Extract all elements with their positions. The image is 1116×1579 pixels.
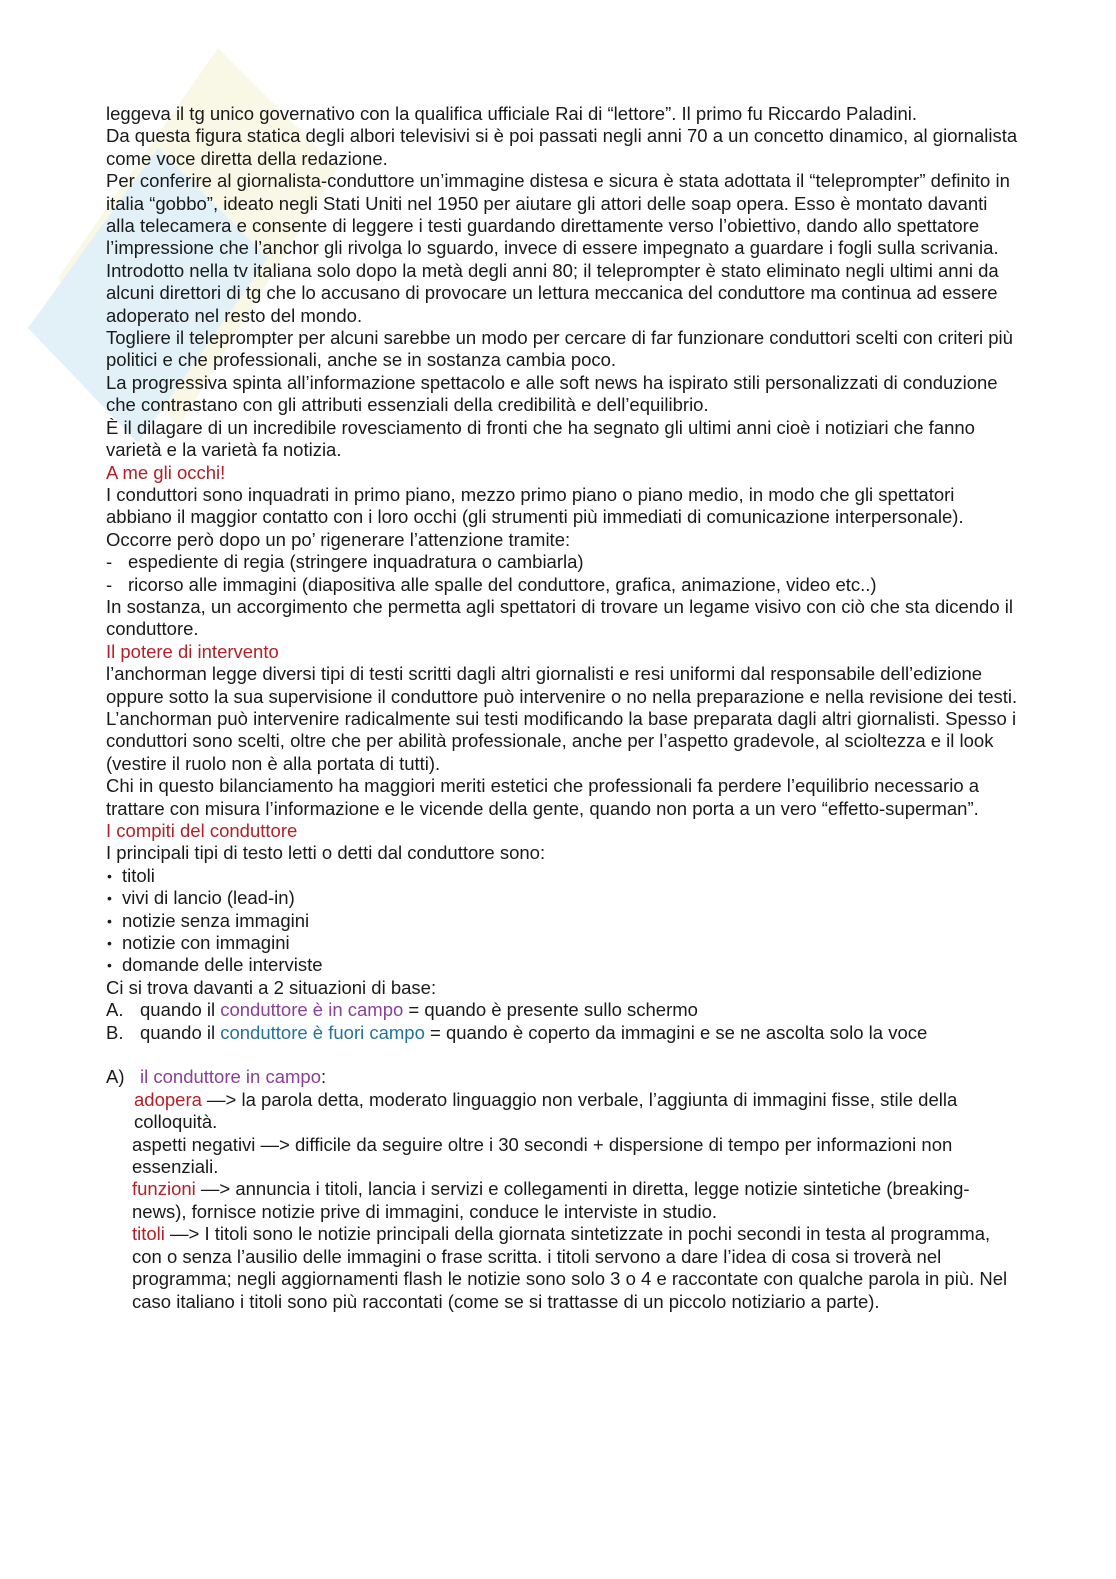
section-heading: A me gli occhi! bbox=[106, 461, 226, 483]
situation-text: = quando è coperto da immagini e se ne ascolta solo la voce bbox=[424, 1021, 928, 1043]
paragraph: I principali tipi di testo letti o detti dal conduttore sono: bbox=[106, 842, 546, 864]
bullet-marker: • bbox=[107, 912, 112, 929]
subsection-heading bbox=[106, 1066, 1021, 1088]
paragraph: In sostanza, un accorgimento che permetta agli spettatori di trovare un legame visivo con ciò che sta dicendo il conduttore. bbox=[106, 595, 1013, 640]
situation-item bbox=[106, 1022, 1021, 1044]
situation-text: = quando è presente sullo schermo bbox=[403, 999, 698, 1021]
bullet-marker: • bbox=[107, 890, 112, 907]
list-item-text: domande delle interviste bbox=[122, 954, 323, 976]
list-item-text: titoli bbox=[122, 864, 155, 886]
list-item-text: espediente di regia (stringere inquadratura o cambiarla) bbox=[128, 551, 584, 573]
section-heading: Il potere di intervento bbox=[106, 640, 279, 662]
paragraph: Da questa figura statica degli albori televisivi si è poi passati negli anni 70 a un concetto dinamico, al giornalista come voce diretta della redazione. bbox=[106, 125, 1018, 169]
spacer bbox=[106, 1044, 1021, 1066]
definition-text: —> annuncia i titoli, lancia i servizi e collegamenti in diretta, legge notizie sintetiche (breaking-news), fornisce notizie prive di immagini, conduce le interviste in studio. bbox=[132, 1178, 970, 1222]
paragraph: È il dilagare di un incredibile rovesciamento di fronti che ha segnato gli ultimi anni cioè i notiziari che fanno varietà e la varietà fa notizia. bbox=[106, 416, 975, 461]
paragraph: Introdotto nella tv italiana solo dopo la metà degli anni 80; il teleprompter è stato eliminato negli ultimi anni da alcuni direttori di tg che lo accusano di provocare un lettura meccanica del conduttore ma continua ad essere adoperato nel resto del mondo. bbox=[106, 259, 999, 326]
definition-text: aspetti negativi —> difficile da seguire oltre i 30 secondi + dispersione di tempo per informazioni non essenziali. bbox=[132, 1133, 953, 1178]
situation-item bbox=[106, 999, 1021, 1021]
paragraph: I conduttori sono inquadrati in primo piano, mezzo primo piano o piano medio, in modo che gli spettatori abbiano il maggior contatto con i loro occhi (gli strumenti più immediati di comunicazione interpersonale). Occorre però dopo un po’ rigenerare l’attenzione tramite: bbox=[106, 483, 964, 550]
list-item-text: vivi di lancio (lead-in) bbox=[122, 887, 295, 909]
document-body bbox=[106, 103, 1021, 1313]
definition-term: adopera bbox=[134, 1088, 202, 1110]
definition-item bbox=[106, 1089, 1021, 1134]
situation-text: quando il bbox=[140, 1021, 221, 1043]
paragraph: Per conferire al giornalista-conduttore un’immagine distesa e sicura è stata adottata il “teleprompter” definito in italia “gobbo”, ideato negli Stati Uniti nel 1950 per aiutare gli attori delle soap opera. Esso è montato davanti alla telecamera e consente di leggere i testi guardando direttamente verso l’obiettivo, dando allo spettatore l’impressione che l’anchor gli rivolga lo sguardo, invece di essere impegnato a guardare i fogli sulla scrivania. bbox=[106, 170, 1010, 259]
paragraph: La progressiva spinta all’informazione spettacolo e alle soft news ha ispirato stili personalizzati di conduzione che contrastano con gli attributi essenziali della credibilità e dell’equilibrio. bbox=[106, 371, 998, 416]
dash-marker: - bbox=[106, 551, 113, 573]
definition-text: —> I titoli sono le notizie principali della giornata sintetizzate in pochi secondi in testa al programma, con o senza l’ausilio delle immagini o frase scritta. i titoli servono a dare l’idea di cosa si troverà nel programma; negli aggiornamenti flash le notizie sono solo 3 o 4 e raccontate con qualche parola in più. Nel caso italiano i titoli sono più raccontati (come se si trattasse di un piccolo notiziario a parte). bbox=[132, 1223, 1008, 1312]
list-item bbox=[106, 865, 1021, 887]
definition-text: —> la parola detta, moderato linguaggio non verbale, l’aggiunta di immagini fisse, stile della colloquità. bbox=[134, 1088, 958, 1133]
definition-item bbox=[106, 1178, 1021, 1223]
paragraph: Togliere il teleprompter per alcuni sarebbe un modo per cercare di far funzionare conduttori scelti con criteri più politici e che professionali, anche se in sostanza cambia poco. bbox=[106, 327, 1013, 371]
list-letter: B. bbox=[106, 1021, 124, 1043]
situation-text: quando il bbox=[140, 999, 221, 1021]
definition-item bbox=[106, 1134, 1021, 1179]
list-item bbox=[106, 887, 1021, 909]
bullet-marker: • bbox=[107, 935, 112, 952]
paragraph: Ci si trova davanti a 2 situazioni di base: bbox=[106, 976, 437, 998]
highlight-term: conduttore è fuori campo bbox=[220, 1021, 425, 1043]
list-item-text: notizie senza immagini bbox=[122, 909, 310, 931]
subsection-title: il conduttore in campo bbox=[140, 1066, 321, 1088]
bullet-marker: • bbox=[107, 957, 112, 974]
dash-marker: - bbox=[106, 573, 113, 595]
list-item-text: ricorso alle immagini (diapositiva alle spalle del conduttore, grafica, animazione, video etc..) bbox=[128, 573, 877, 595]
list-letter: A) bbox=[106, 1066, 125, 1088]
paragraph: leggeva il tg unico governativo con la qualifica ufficiale Rai di “lettore”. Il primo fu Riccardo Paladini. bbox=[106, 103, 917, 124]
definition-term: funzioni bbox=[132, 1178, 196, 1200]
section-heading: I compiti del conduttore bbox=[106, 820, 298, 841]
list-item bbox=[106, 932, 1021, 954]
list-item bbox=[106, 910, 1021, 932]
list-item bbox=[106, 551, 1021, 573]
list-item bbox=[106, 574, 1021, 596]
bullet-marker: • bbox=[107, 867, 112, 884]
paragraph: Chi in questo bilanciamento ha maggiori meriti estetici che professionali fa perdere l’equilibrio necessario a trattare con misura l’informazione e le vicende della gente, quando non porta a un vero “effetto-superman”. bbox=[106, 775, 980, 819]
definition-term: titoli bbox=[132, 1223, 165, 1245]
list-letter: A. bbox=[106, 999, 124, 1021]
paragraph: l’anchorman legge diversi tipi di testi scritti dagli altri giornalisti e resi uniformi dal responsabile dell’edizione oppure sotto la sua supervisione il conduttore può intervenire o no nella preparazione e nella revisione dei testi. L’anchorman può intervenire radicalmente sui testi modificando la base preparata dagli altri giornalisti. Spesso i conduttori sono scelti, oltre che per abilità professionale, anche per l’aspetto gradevole, al scioltezza e il look (vestire il ruolo non è alla portata di tutti). bbox=[106, 663, 1018, 774]
list-item-text: notizie con immagini bbox=[122, 932, 290, 954]
list-item bbox=[106, 954, 1021, 976]
definition-item bbox=[106, 1223, 1021, 1313]
highlight-term: conduttore è in campo bbox=[220, 999, 404, 1021]
subsection-colon: : bbox=[321, 1066, 327, 1088]
